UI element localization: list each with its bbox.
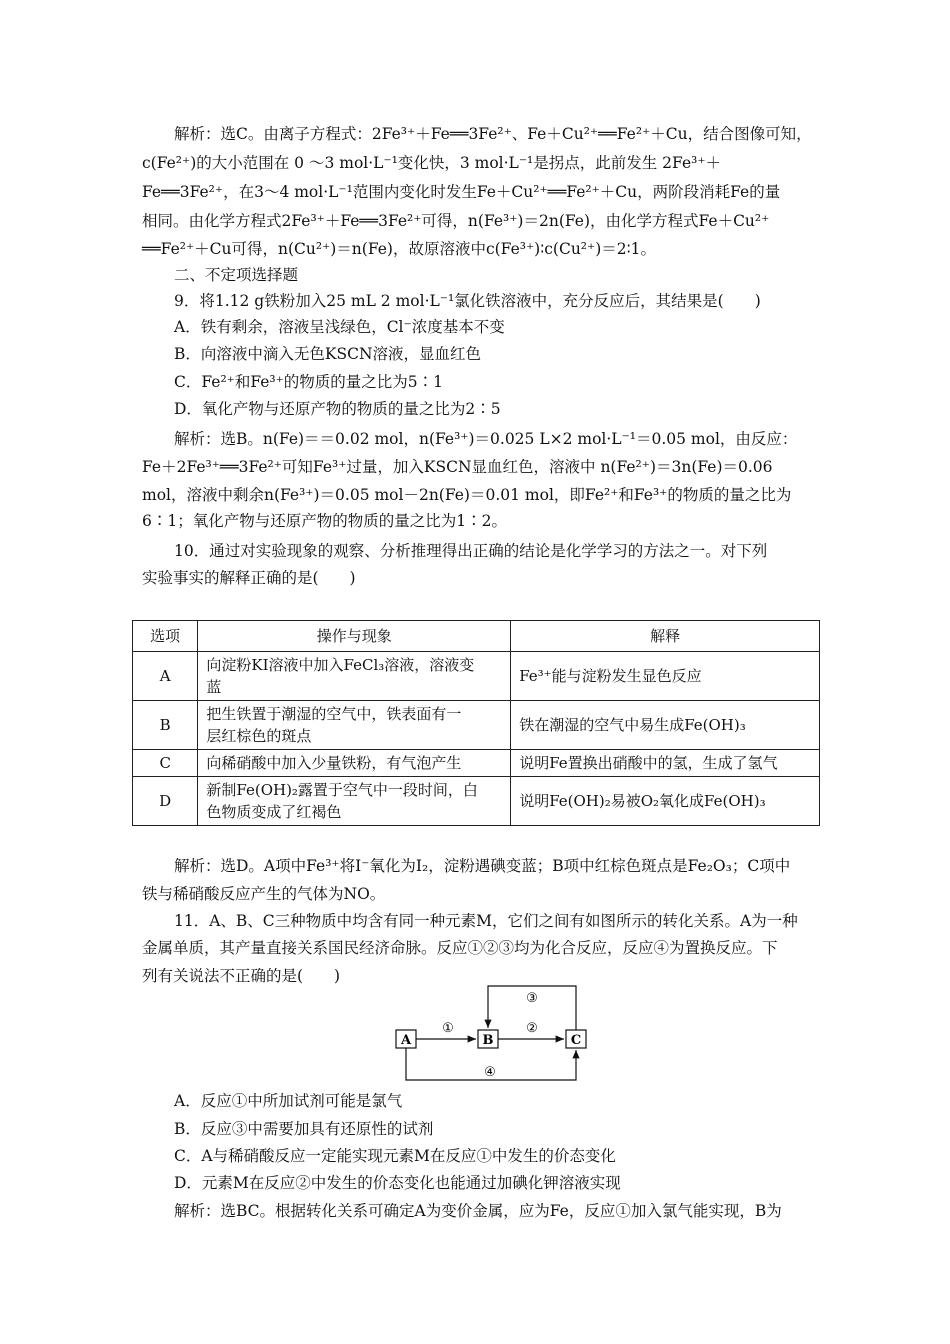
row-operation [198,701,511,750]
question-11: 11．A、B、C三种物质中均含有同一种元素M，它们之间有如图所示的转化关系。A为一种 [174,912,798,930]
row-explanation: 说明Fe置换出硝酸中的氢，生成了氢气 [511,750,820,777]
text-line: 相同。由化学方程式2Fe³⁺＋Fe══3Fe²⁺可得，n(Fe³⁺)＝2n(Fe)，由化学方程式Fe＋Cu²⁺ [142,212,770,230]
row-option: D [133,777,198,826]
options-table [132,620,820,826]
row-explanation: Fe³⁺能与淀粉发生显色反应 [511,652,820,701]
table-header: 操作与现象 [198,621,511,652]
analysis-line: 6∶1；氧化产物与还原产物的物质的量之比为1∶2。 [142,512,507,530]
op-line: 色物质变成了红褐色 [206,803,342,821]
op-line: 把生铁置于潮湿的空气中，铁表面有一 [206,705,462,723]
option-c: C．Fe²⁺和Fe³⁺的物质的量之比为5∶1 [174,373,444,391]
text-line: c(Fe²⁺)的大小范围在 0 ～3 mol·L⁻¹变化快，3 mol·L⁻¹是拐点，此前发生 2Fe³⁺＋ [142,154,722,172]
analysis-line: 解析：选B。n(Fe)＝＝0.02 mol，n(Fe³⁺)＝0.025 L×2 mol·L⁻¹＝0.05 mol，由反应： [174,430,798,448]
arrow-3-label: ③ [526,991,538,1006]
table-row [133,652,820,701]
question-10: 10．通过对实验现象的观察、分析推理得出正确的结论是化学学习的方法之一。对下列 [174,542,768,560]
table-header: 解释 [511,621,820,652]
table-header: 选项 [133,621,198,652]
node-b-label: B [482,1033,494,1048]
table-row [133,750,820,777]
option-b: B．向溶液中滴入无色KSCN溶液，显血红色 [174,345,482,363]
op-line: 层红棕色的斑点 [206,727,312,745]
arrow-2-label: ② [526,1021,538,1036]
text-line: ══Fe²⁺＋Cu可得，n(Cu²⁺)＝n(Fe)，故原溶液中c(Fe³⁺)∶c(Cu²⁺)＝2∶1。 [142,240,657,258]
row-option: C [133,750,198,777]
question-11-cont: 金属单质，其产量直接关系国民经济命脉。反应①②③均为化合反应，反应④为置换反应。下 [142,939,778,957]
analysis-line: mol，溶液中剩余n(Fe³⁺)＝0.05 mol－2n(Fe)＝0.01 mol，即Fe²⁺和Fe³⁺的物质的量之比为 [142,486,792,504]
analysis-line: Fe＋2Fe³⁺══3Fe²⁺可知Fe³⁺过量，加入KSCN显血红色，溶液中 n(Fe²⁺)＝3n(Fe)＝0.06 [142,458,773,476]
question-9: 9．将1.12 g铁粉加入25 mL 2 mol·L⁻¹氯化铁溶液中，充分反应后，其结果是( ) [174,292,761,310]
option-a: A．铁有剩余，溶液呈浅绿色，Cl⁻浓度基本不变 [174,318,505,336]
section-heading: 二、不定项选择题 [174,266,299,284]
row-operation [198,652,511,701]
analysis-line: 解析：选BC。根据转化关系可确定A为变价金属，应为Fe，反应①加入氯气能实现，B为 [174,1202,782,1220]
row-explanation: 铁在潮湿的空气中易生成Fe(OH)₃ [511,701,820,750]
arrow-4-label: ④ [484,1065,496,1080]
option-a: A．反应①中所加试剂可能是氯气 [174,1092,403,1110]
row-operation [198,777,511,826]
node-a-label: A [400,1033,412,1048]
arrow-1-label: ① [442,1021,454,1036]
option-d: D．氧化产物与还原产物的物质的量之比为2∶5 [174,400,501,418]
row-option: B [133,701,198,750]
option-d: D．元素M在反应②中发生的价态变化也能通过加碘化钾溶液实现 [174,1174,621,1192]
text-line: Fe══3Fe²⁺，在3～4 mol·L⁻¹范围内变化时发生Fe＋Cu²⁺══Fe²⁺＋Cu，两阶段消耗Fe的量 [142,183,781,201]
option-b: B．反应③中需要加具有还原性的试剂 [174,1120,434,1138]
op-line: 新制Fe(OH)₂露置于空气中一段时间，白 [206,781,478,799]
table-row [133,777,820,826]
question-10-cont: 实验事实的解释正确的是( ) [142,569,356,587]
conversion-diagram [392,964,592,1088]
question-11-cont: 列有关说法不正确的是( ) [142,967,341,985]
row-explanation: 说明Fe(OH)₂易被O₂氧化成Fe(OH)₃ [511,777,820,826]
node-c-label: C [570,1033,582,1048]
table-header-row [133,621,820,652]
op-line: 向淀粉KI溶液中加入FeCl₃溶液，溶液变 [206,656,475,674]
op-line: 蓝 [206,678,222,696]
row-operation: 向稀硝酸中加入少量铁粉，有气泡产生 [198,750,511,777]
analysis-line: 解析：选D。A项中Fe³⁺将I⁻氧化为I₂，淀粉遇碘变蓝；B项中红棕色斑点是Fe₂O₃；C项中 [174,857,791,875]
text-line: 解析：选C。由离子方程式：2Fe³⁺＋Fe══3Fe²⁺、Fe＋Cu²⁺══Fe²⁺＋Cu，结合图像可知， [174,125,812,143]
row-option: A [133,652,198,701]
table-row [133,701,820,750]
analysis-line: 铁与稀硝酸反应产生的气体为NO。 [142,885,386,903]
option-c: C．A与稀硝酸反应一定能实现元素M在反应①中发生的价态变化 [174,1147,616,1165]
